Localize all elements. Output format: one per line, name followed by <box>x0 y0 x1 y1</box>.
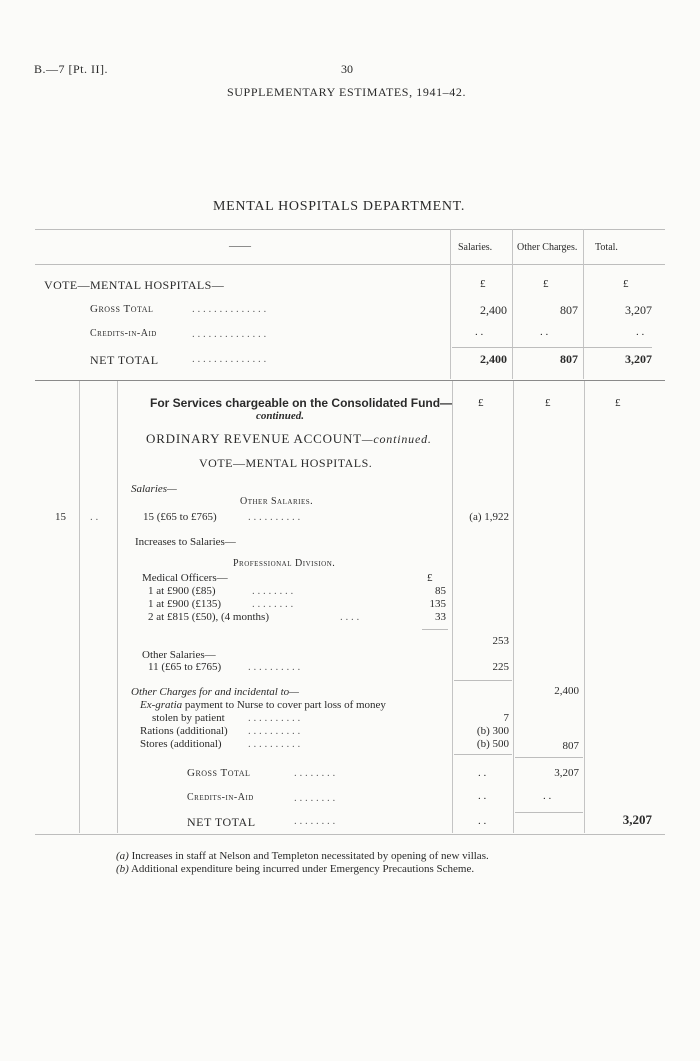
detail-heading: For Services chargeable on the Consolidated Fund— <box>150 396 453 410</box>
professional-division-heading: Professional Division. <box>233 558 336 569</box>
detail-col-divider <box>79 381 80 833</box>
summary-currency: £ <box>480 278 486 290</box>
mo-row-value: 135 <box>429 598 446 610</box>
detail-currency: £ <box>427 572 433 584</box>
leader-dots: . . . . . . . . <box>294 815 336 827</box>
summary-currency: £ <box>543 278 549 290</box>
other-total-rule <box>454 754 512 755</box>
leader-dots: . . . . . . . . <box>294 767 336 779</box>
gross-total-salaries: . . <box>478 767 487 779</box>
vote-heading: VOTE—MENTAL HOSPITALS. <box>199 456 373 470</box>
summary-row-label: Gross Total <box>90 303 154 315</box>
salaries-total-rule <box>454 680 512 681</box>
detail-currency: £ <box>615 397 621 409</box>
summary-net-other: 807 <box>560 352 578 366</box>
leader-dots: . . . . . . . . . . . . . . <box>192 328 267 340</box>
summary-vote-label: VOTE—MENTAL HOSPITALS— <box>44 278 225 292</box>
credits-in-aid-label: Credits-in-Aid <box>187 792 254 803</box>
detail-col-divider <box>584 381 585 833</box>
row-other-salaries-15: 15 (£65 to £765) <box>143 511 217 523</box>
footnote-text: Increases in staff at Nelson and Templeton necessitated by opening of new villas. <box>128 850 489 862</box>
mo-row-value: 85 <box>435 585 446 597</box>
summary-col-divider <box>583 229 584 379</box>
item-number: 15 <box>55 511 66 523</box>
mo-row-label: 1 at £900 (£85) <box>148 585 216 597</box>
net-total-salaries: . . <box>478 815 487 827</box>
footnote-mark: (a) <box>116 850 129 862</box>
summary-gross-salaries: 2,400 <box>480 303 507 317</box>
gross-rule <box>515 757 583 758</box>
detail-heading-continued: continued. <box>256 410 304 422</box>
stores-label: Stores (additional) <box>140 738 222 750</box>
account-heading-continued: —continued. <box>361 432 432 446</box>
summary-credits-total: . . <box>636 326 645 338</box>
page-number: 30 <box>341 62 353 76</box>
page-running-title: SUPPLEMENTARY ESTIMATES, 1941–42. <box>227 85 467 99</box>
value-other-salaries-15: (a) 1,922 <box>469 511 509 523</box>
leader-dots: . . <box>90 511 99 523</box>
credits-in-aid-other: . . <box>543 790 552 802</box>
net-total-label: NET TOTAL <box>187 815 256 829</box>
salaries-label: Salaries— <box>131 483 177 495</box>
leader-dots: . . . . . . . . . . <box>248 661 301 673</box>
ex-gratia-line2: stolen by patient <box>152 712 225 724</box>
detail-currency: £ <box>545 397 551 409</box>
footnote-mark: (b) <box>116 863 129 875</box>
footnote-text: Additional expenditure being incurred under Emergency Precautions Scheme. <box>128 863 475 875</box>
row-other-salaries-11: 11 (£65 to £765) <box>148 661 222 673</box>
other-charges-column-total: 807 <box>562 740 579 752</box>
gross-total-value: 3,207 <box>554 767 579 779</box>
summary-col-divider <box>450 229 451 379</box>
summary-col-header-desc: —— <box>229 240 251 252</box>
account-heading-main: ORDINARY REVENUE ACCOUNT <box>146 431 362 446</box>
mo-subtotal: 253 <box>492 635 509 647</box>
stores-value: (b) 500 <box>476 738 509 750</box>
document-reference: B.—7 [Pt. II]. <box>34 62 108 76</box>
value-other-salaries-11: 225 <box>492 661 509 673</box>
leader-dots: . . . . . . . . <box>294 792 336 804</box>
summary-credits-other: . . <box>540 326 549 338</box>
summary-net-salaries: 2,400 <box>480 352 507 366</box>
leader-dots: . . . . . . . . . . <box>248 725 301 737</box>
detail-col-divider <box>513 381 514 833</box>
department-title: MENTAL HOSPITALS DEPARTMENT. <box>213 199 466 214</box>
summary-header-rule <box>35 264 665 265</box>
summary-net-total: 3,207 <box>625 352 652 366</box>
leader-dots: . . . . . . . . . . . . . . <box>192 353 267 365</box>
leader-dots: . . . . . . . . . . <box>248 712 301 724</box>
summary-col-header-other: Other Charges. <box>517 242 578 253</box>
mo-row-label: 1 at £900 (£135) <box>148 598 222 610</box>
mo-row-label: 2 at £815 (£50), (4 months) <box>148 611 269 623</box>
detail-bottom-rule <box>35 834 665 835</box>
increases-label: Increases to Salaries— <box>135 536 236 548</box>
rations-label: Rations (additional) <box>140 725 228 737</box>
mo-subtotal-rule <box>422 629 448 630</box>
mo-row-value: 33 <box>435 611 446 623</box>
detail-currency: £ <box>478 397 484 409</box>
net-rule <box>515 812 583 813</box>
salaries-column-total: 2,400 <box>554 685 579 697</box>
summary-gross-other: 807 <box>560 303 578 317</box>
medical-officers-label: Medical Officers— <box>142 572 228 584</box>
gross-total-label: Gross Total <box>187 767 251 779</box>
detail-col-divider <box>452 381 453 833</box>
summary-bottom-rule <box>35 380 665 381</box>
summary-col-header-salaries: Salaries. <box>458 242 493 253</box>
ex-gratia-italic: Ex-gratia <box>140 699 183 711</box>
leader-dots: . . . . . . . . <box>252 598 294 610</box>
leader-dots: . . . . . . . . <box>252 585 294 597</box>
other-charges-label: Other Charges for and incidental to— <box>131 686 299 698</box>
summary-currency: £ <box>623 278 629 290</box>
ex-gratia-value: 7 <box>503 712 509 724</box>
leader-dots: . . . . . . . . . . <box>248 738 301 750</box>
summary-net-rule <box>452 347 652 348</box>
ex-gratia-line <box>140 699 386 711</box>
summary-top-rule <box>35 229 665 230</box>
other-salaries-heading: Other Salaries. <box>240 496 314 507</box>
summary-credits-salaries: . . <box>475 326 484 338</box>
detail-col-divider <box>117 381 118 833</box>
footnote-b <box>116 863 474 875</box>
summary-row-label: NET TOTAL <box>90 353 159 367</box>
other-salaries-label: Other Salaries— <box>142 649 216 661</box>
account-heading <box>146 431 432 447</box>
leader-dots: . . . . . . . . . . . . . . <box>192 303 267 315</box>
credits-in-aid-salaries: . . <box>478 790 487 802</box>
summary-col-divider <box>512 229 513 379</box>
summary-row-label: Credits-in-Aid <box>90 328 157 339</box>
leader-dots: . . . . <box>340 611 360 623</box>
ex-gratia-text: payment to Nurse to cover part loss of money <box>182 699 386 711</box>
net-total-value: 3,207 <box>622 812 652 827</box>
rations-value: (b) 300 <box>476 725 509 737</box>
leader-dots: . . . . . . . . . . <box>248 511 301 523</box>
footnote-a <box>116 850 489 862</box>
summary-col-header-total: Total. <box>595 242 618 253</box>
summary-gross-total: 3,207 <box>625 303 652 317</box>
